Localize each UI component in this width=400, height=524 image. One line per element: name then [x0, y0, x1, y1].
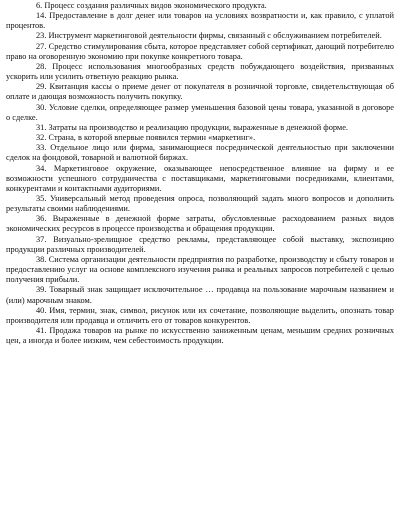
- item-text: Визуально-зрелищное средство рекламы, представляющее собой выставку, экспозицию продукции различных производителей.: [6, 234, 394, 254]
- item-number: 23.: [36, 31, 47, 41]
- list-item: [6, 306, 394, 326]
- item-number: 28.: [36, 61, 47, 71]
- item-number: 40.: [36, 305, 47, 315]
- list-item: [6, 103, 394, 123]
- list-item: [6, 235, 394, 255]
- list-item: [6, 255, 394, 285]
- list-item: [6, 143, 394, 163]
- item-text: Процесс использования многообразных средств побуждающего воздействия, призванных ускорить или усилить ответную реакцию рынка.: [6, 61, 394, 82]
- list-item: [6, 214, 394, 234]
- item-text: Квитанция кассы о приеме денег от покупателя в розничной торговле, свидетельствующая об оплате и дающая возможность получить покупку.: [6, 82, 394, 102]
- list-item: [6, 133, 394, 143]
- list-item: [6, 326, 394, 346]
- list-item: [6, 11, 394, 31]
- item-number: 34.: [36, 163, 47, 173]
- item-number: 32.: [36, 133, 47, 143]
- item-number: 31.: [36, 122, 47, 132]
- item-text: Выраженные в денежной форме затраты, обусловленные расходованием разных видов экономических ресурсов в процессе производства и обращения продукции.: [6, 214, 394, 234]
- item-number: 29.: [36, 82, 47, 92]
- list-item: [6, 1, 394, 11]
- item-number: 38.: [36, 254, 47, 264]
- item-text: Предоставление в долг денег или товаров на условиях возвратности и, как правило, с уплатой процентов.: [6, 11, 394, 31]
- item-number: 35.: [36, 193, 47, 203]
- list-item: [6, 194, 394, 214]
- item-number: 39.: [36, 285, 47, 295]
- item-text: Средство стимулирования сбыта, которое представляет собой сертификат, дающий потребителю право на оговоренную экономию при покупке конкретного товара.: [6, 41, 394, 61]
- list-item: [6, 123, 394, 133]
- item-number: 41.: [36, 326, 47, 335]
- item-text: Условие сделки, определяющее размер уменьшения базовой цены товара, указанной в договоре о сделке.: [6, 102, 394, 122]
- item-text: Товарный знак защищает исключительное … продавца на пользование марочным названием и (или) марочным знаком.: [6, 285, 394, 305]
- item-text: Система организации деятельности предприятия по разработке, производству и сбыту товаров и предоставлению услуг на основе комплексного изучения рынка и реальных запросов потребителей с целью получения прибыли.: [6, 254, 394, 285]
- list-item: [6, 285, 394, 305]
- item-number: 14.: [36, 11, 47, 21]
- item-text: Универсальный метод проведения опроса, позволяющий задать много вопросов и дополнить результаты своими наблюдениями.: [6, 193, 394, 214]
- item-text: Продажа товаров на рынке по искусственно заниженным ценам, меньшим средних розничных цен, а иногда и более низким, чем себестоимость продукции.: [6, 326, 395, 346]
- item-number: 33.: [36, 143, 47, 153]
- item-text: Процесс создания различных видов экономического продукта.: [44, 1, 267, 10]
- list-item: [6, 62, 394, 82]
- item-number: 27.: [36, 41, 47, 51]
- item-text: Инструмент маркетинговой деятельности фирмы, связанный с обслуживанием потребителей.: [48, 31, 382, 41]
- item-text: Маркетинговое окружение, оказывающее непосредственное влияние на фирму и ее возможности успешного сотрудничества с поставщиками, маркетинговыми посредниками, клиентами, конкурентами и контактными аудиториями.: [6, 163, 394, 193]
- item-text: Страна, в которой впервые появился термин «маркетинг».: [48, 133, 256, 143]
- list-item: [6, 42, 394, 62]
- item-number: 30.: [36, 102, 47, 112]
- item-text: Затраты на производство и реализацию продукции, выраженные в денежной форме.: [48, 122, 349, 132]
- item-number: 36.: [36, 214, 47, 224]
- item-number: 6.: [36, 1, 43, 10]
- item-text: Отдельное лицо или фирма, занимающиеся посреднической деятельностью при заключении сделок на фондовой, товарной и валютной биржах.: [6, 143, 395, 163]
- item-text: Имя, термин, знак, символ, рисунок или их сочетание, позволяющие выделить, опознать товар производителя или продавца и отличить его от товаров конкурентов.: [6, 305, 394, 325]
- item-number: 37.: [36, 234, 47, 244]
- list-item: [6, 164, 394, 194]
- list-item: [6, 31, 394, 41]
- list-item: [6, 82, 394, 102]
